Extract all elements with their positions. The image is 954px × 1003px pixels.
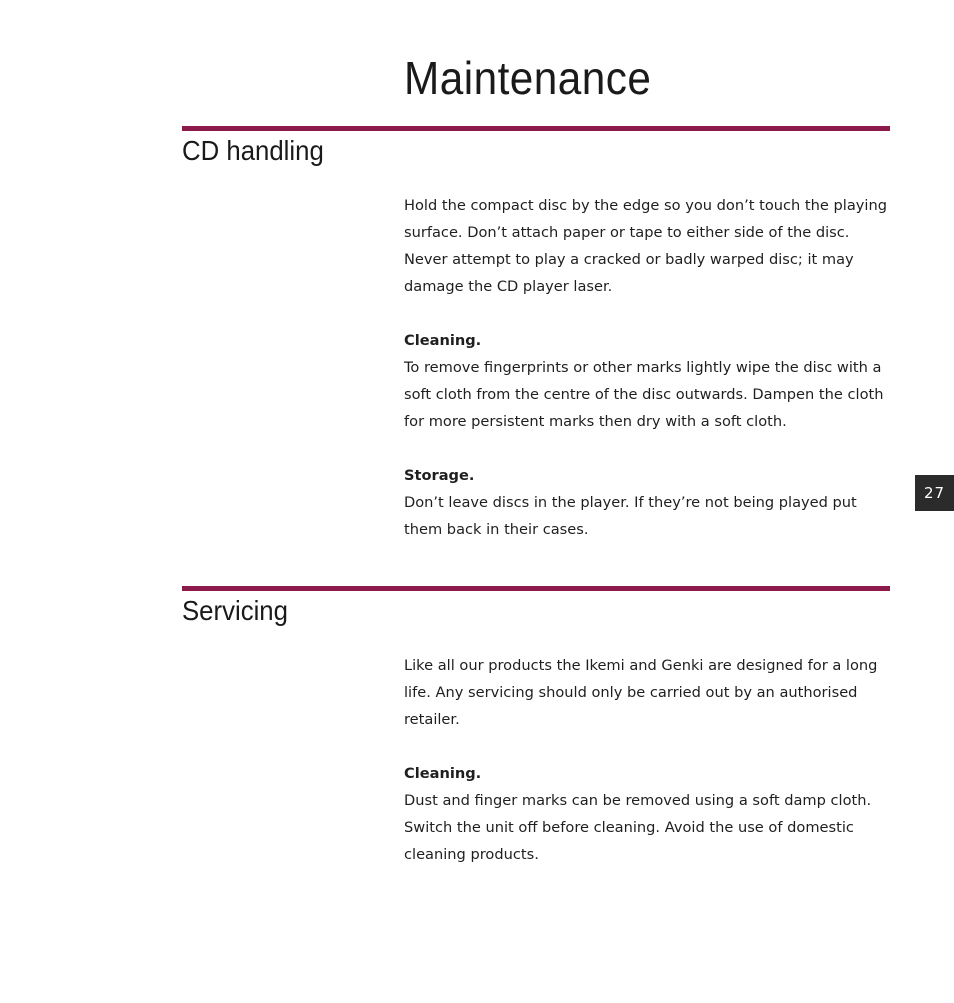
servicing-body	[404, 652, 894, 868]
servicing-cleaning-text: Dust and finger marks can be removed using a soft damp cloth. Switch the unit off before cleaning. Avoid the use of domestic cleaning products.	[404, 792, 872, 863]
servicing-heading: Servicing	[182, 595, 288, 626]
servicing-intro: Like all our products the Ikemi and Genki are designed for a long life. Any servicing should only be carried out by an authorised retailer.	[404, 657, 878, 728]
page-number-tab: 27	[915, 475, 954, 511]
cd-storage-title: Storage.	[404, 467, 475, 484]
cd-cleaning-text: To remove fingerprints or other marks lightly wipe the disc with a soft cloth from the centre of the disc outwards. Dampen the cloth for more persistent marks then dry with a soft cloth.	[404, 359, 884, 430]
servicing-cleaning-title: Cleaning.	[404, 765, 482, 782]
page-title: Maintenance	[404, 52, 652, 104]
servicing-section	[182, 586, 890, 863]
cd-storage-text: Don’t leave discs in the player. If they’re not being played put them back in their cases.	[404, 494, 857, 538]
cd-handling-heading: CD handling	[182, 135, 324, 166]
cd-handling-body	[404, 192, 894, 543]
cd-handling-intro: Hold the compact disc by the edge so you don’t touch the playing surface. Don’t attach paper or tape to either side of the disc. Never attempt to play a cracked or badly warped disc; it may damage the CD player laser.	[404, 197, 887, 295]
cd-cleaning-title: Cleaning.	[404, 332, 482, 349]
cd-handling-section	[182, 126, 890, 538]
